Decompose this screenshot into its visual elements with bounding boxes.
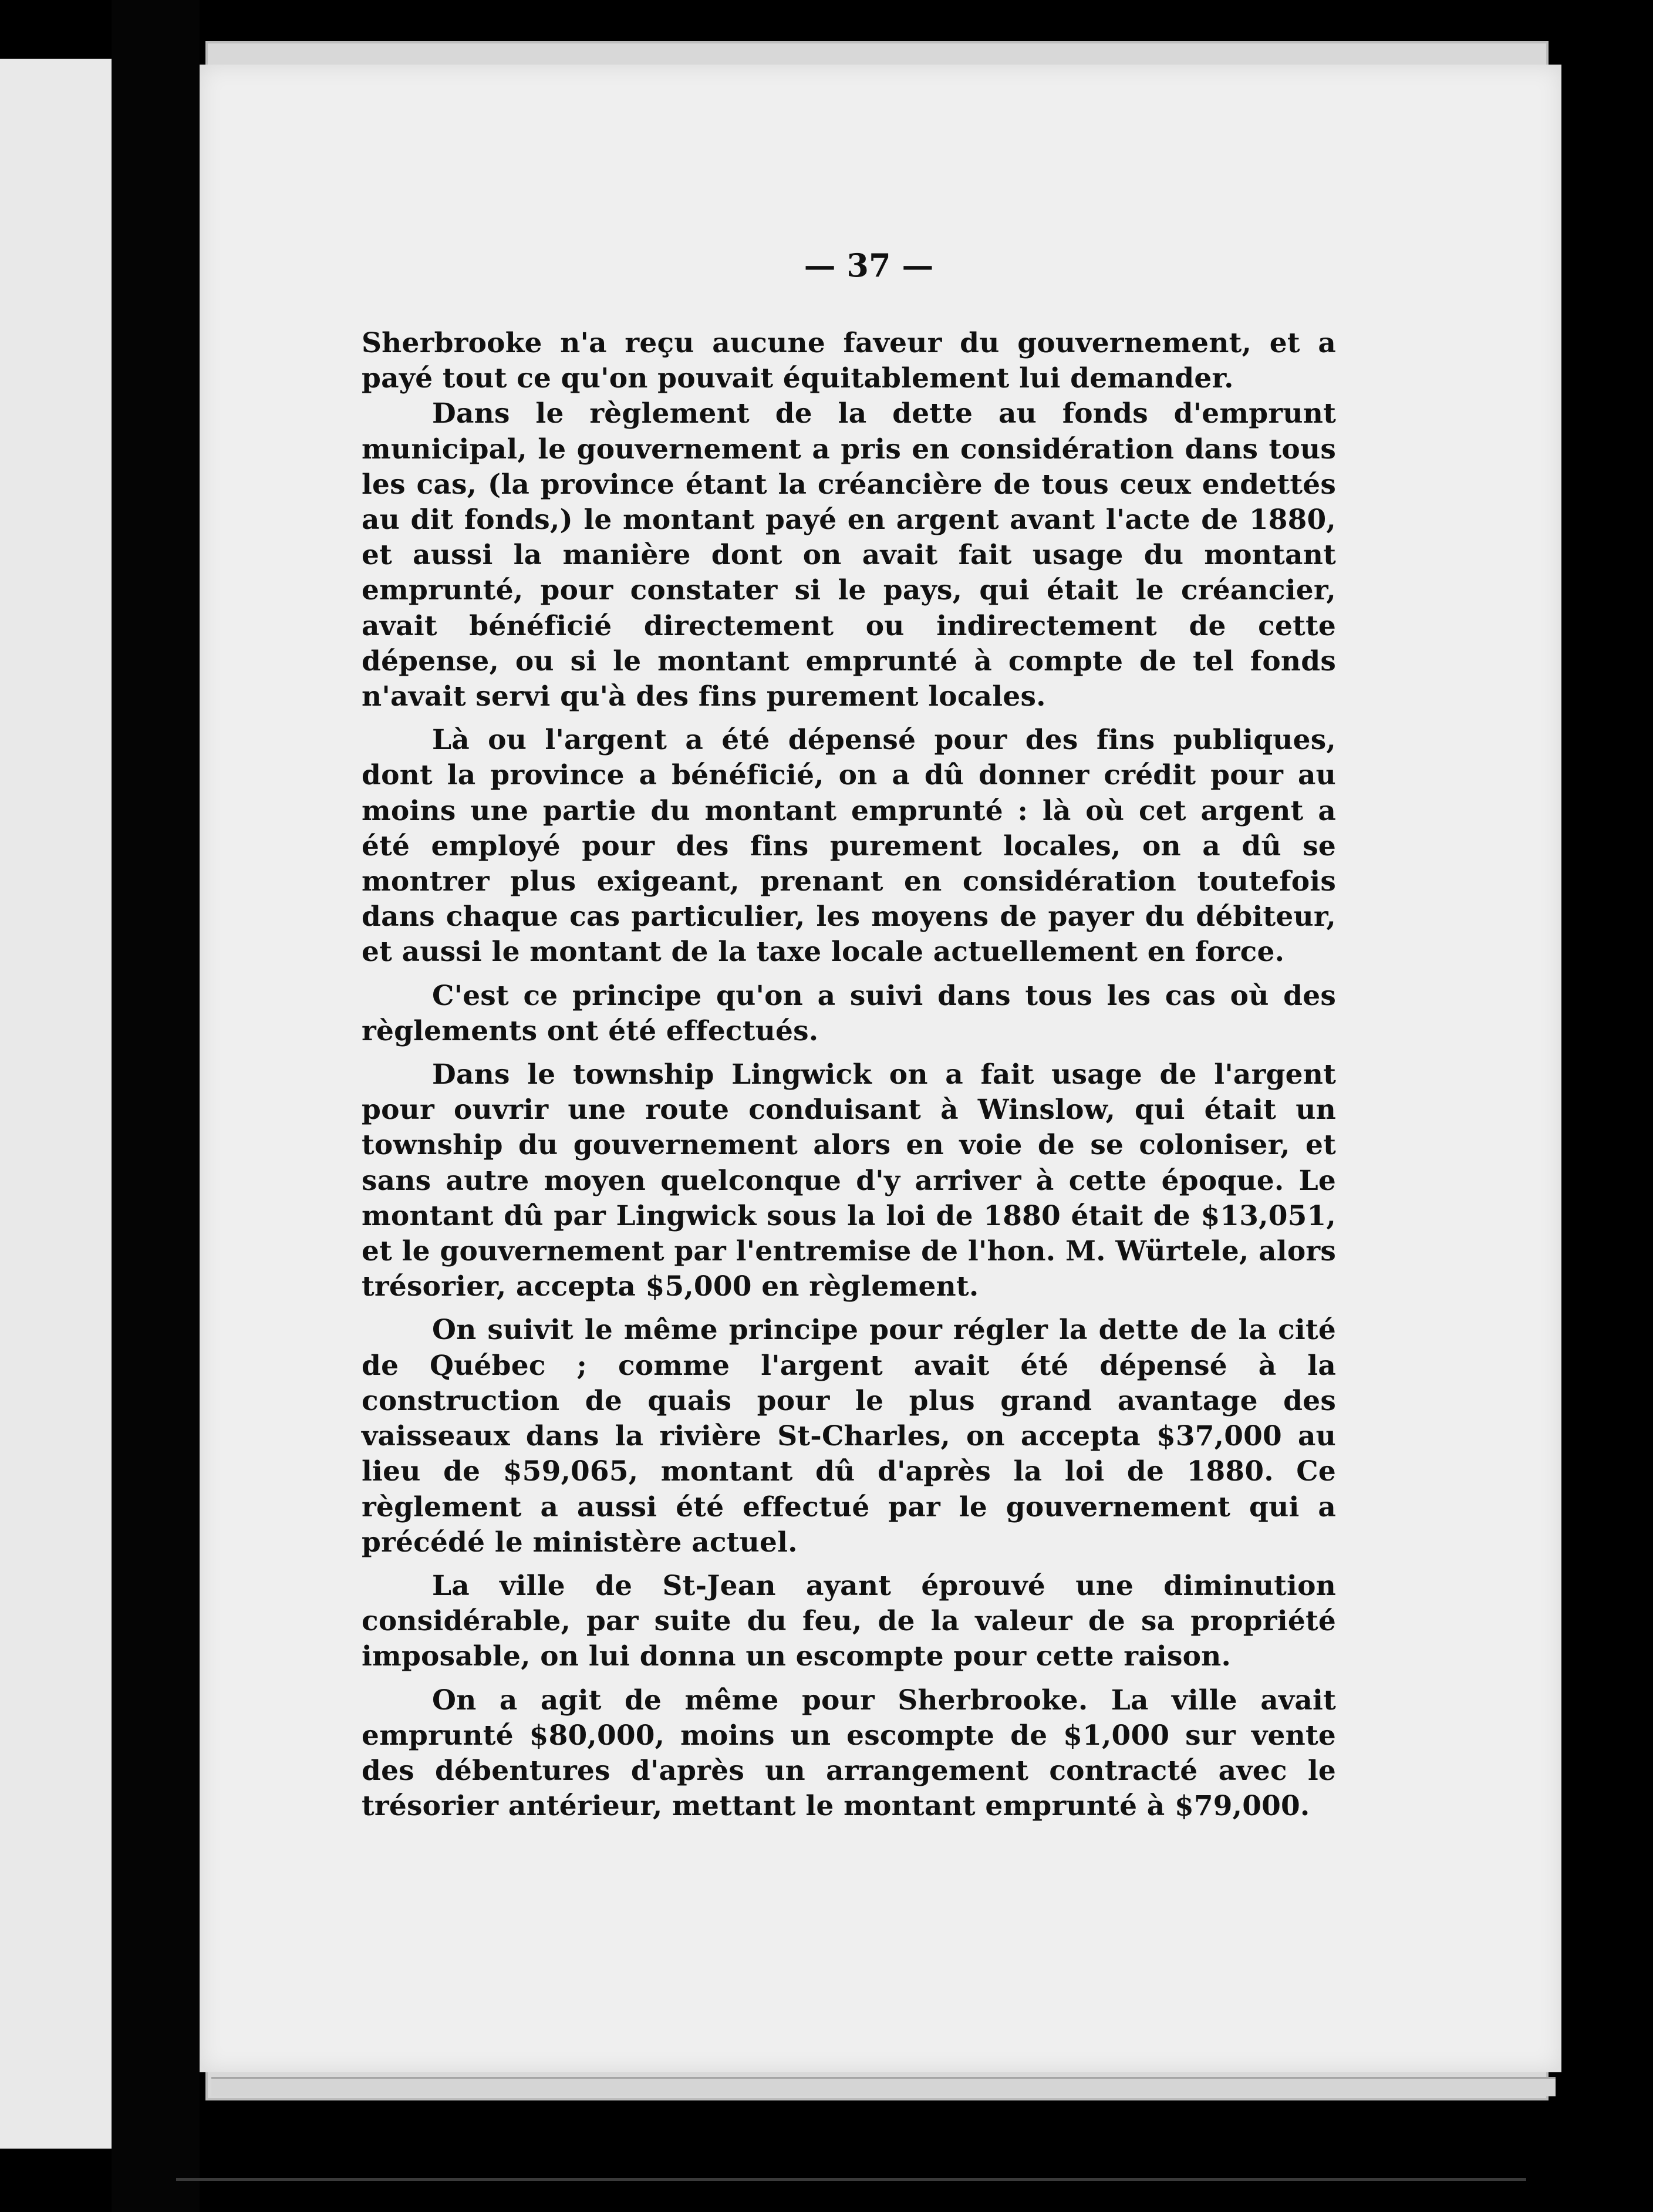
paragraph-1: Sherbrooke n'a reçu aucune faveur du gouvernement, et a payé tout ce qu'on pouvait équitablement lui demander. (362, 327, 1336, 395)
paragraph-7: La ville de St-Jean ayant éprouvé une diminution considérable, par suite du feu, de la valeur de sa propriété imposable, on lui donna un escompte pour cette raison. (362, 1569, 1336, 1673)
page-number: — 37 — (804, 247, 934, 284)
paragraph-5: Dans le township Lingwick on a fait usage de l'argent pour ouvrir une route conduisant à Winslow, qui était un township du gouvernement alors en voie de se coloniser, et sans autre moyen quelconque d'y arriver à cette époque. Le montant dû par Lingwick sous la loi de 1880 était de $13,051, et le gouvernement par l'entremise de l'hon. M. Würtele, alors trésorier, accepta $5,000 en règlement. (362, 1058, 1336, 1303)
paragraph-3: Là ou l'argent a été dépensé pour des fins publiques, dont la province a bénéficié, on a dû donner crédit pour au moins une partie du montant emprunté : là où cet argent a été employé pour des fins purement locales, on a dû se montrer plus exigeant, prenant en considération toutefois dans chaque cas particulier, les moyens de payer du débiteur, et aussi le montant de la taxe locale actuellement en force. (362, 724, 1336, 969)
paragraph-2: Dans le règlement de la dette au fonds d'emprunt municipal, le gouvernement a pris en considération dans tous les cas, (la province étant la créancière de tous ceux endettés au dit fonds,) le montant payé en argent avant l'acte de 1880, et aussi la manière dont on avait fait usage du montant emprunté, pour constater si le pays, qui était le créancier, avait bénéficié directement ou indirectement de cette dépense, ou si le montant emprunté à compte de tel fonds n'avait servi qu'à des fins purement locales. (362, 397, 1336, 713)
facing-page-edge (0, 59, 112, 2149)
paragraph-6: On suivit le même principe pour régler la dette de la cité de Québec ; comme l'argent avait été dépensé à la construction de quais pour le plus grand avantage des vaisseaux dans la rivière St-Charles, on accepta $37,000 au lieu de $59,065, montant dû d'après la loi de 1880. Ce règlement a aussi été effectué par le gouvernement qui a précédé le ministère actuel. (362, 1314, 1336, 1559)
book-spine (112, 0, 200, 2212)
paragraph-4: C'est ce principe qu'on a suivi dans tous les cas où des règlements ont été effectués. (362, 979, 1336, 1047)
body-text (362, 326, 1336, 1824)
paragraph-8: On a agit de même pour Sherbrooke. La ville avait emprunté $80,000, moins un escompte de $1,000 sur vente des débentures d'après un arrangement contracté avec le trésorier antérieur, mettant le montant emprunté à $79,000. (362, 1684, 1336, 1823)
page-bottom-edge (211, 2077, 1556, 2096)
scan-border-line (176, 2178, 1526, 2181)
